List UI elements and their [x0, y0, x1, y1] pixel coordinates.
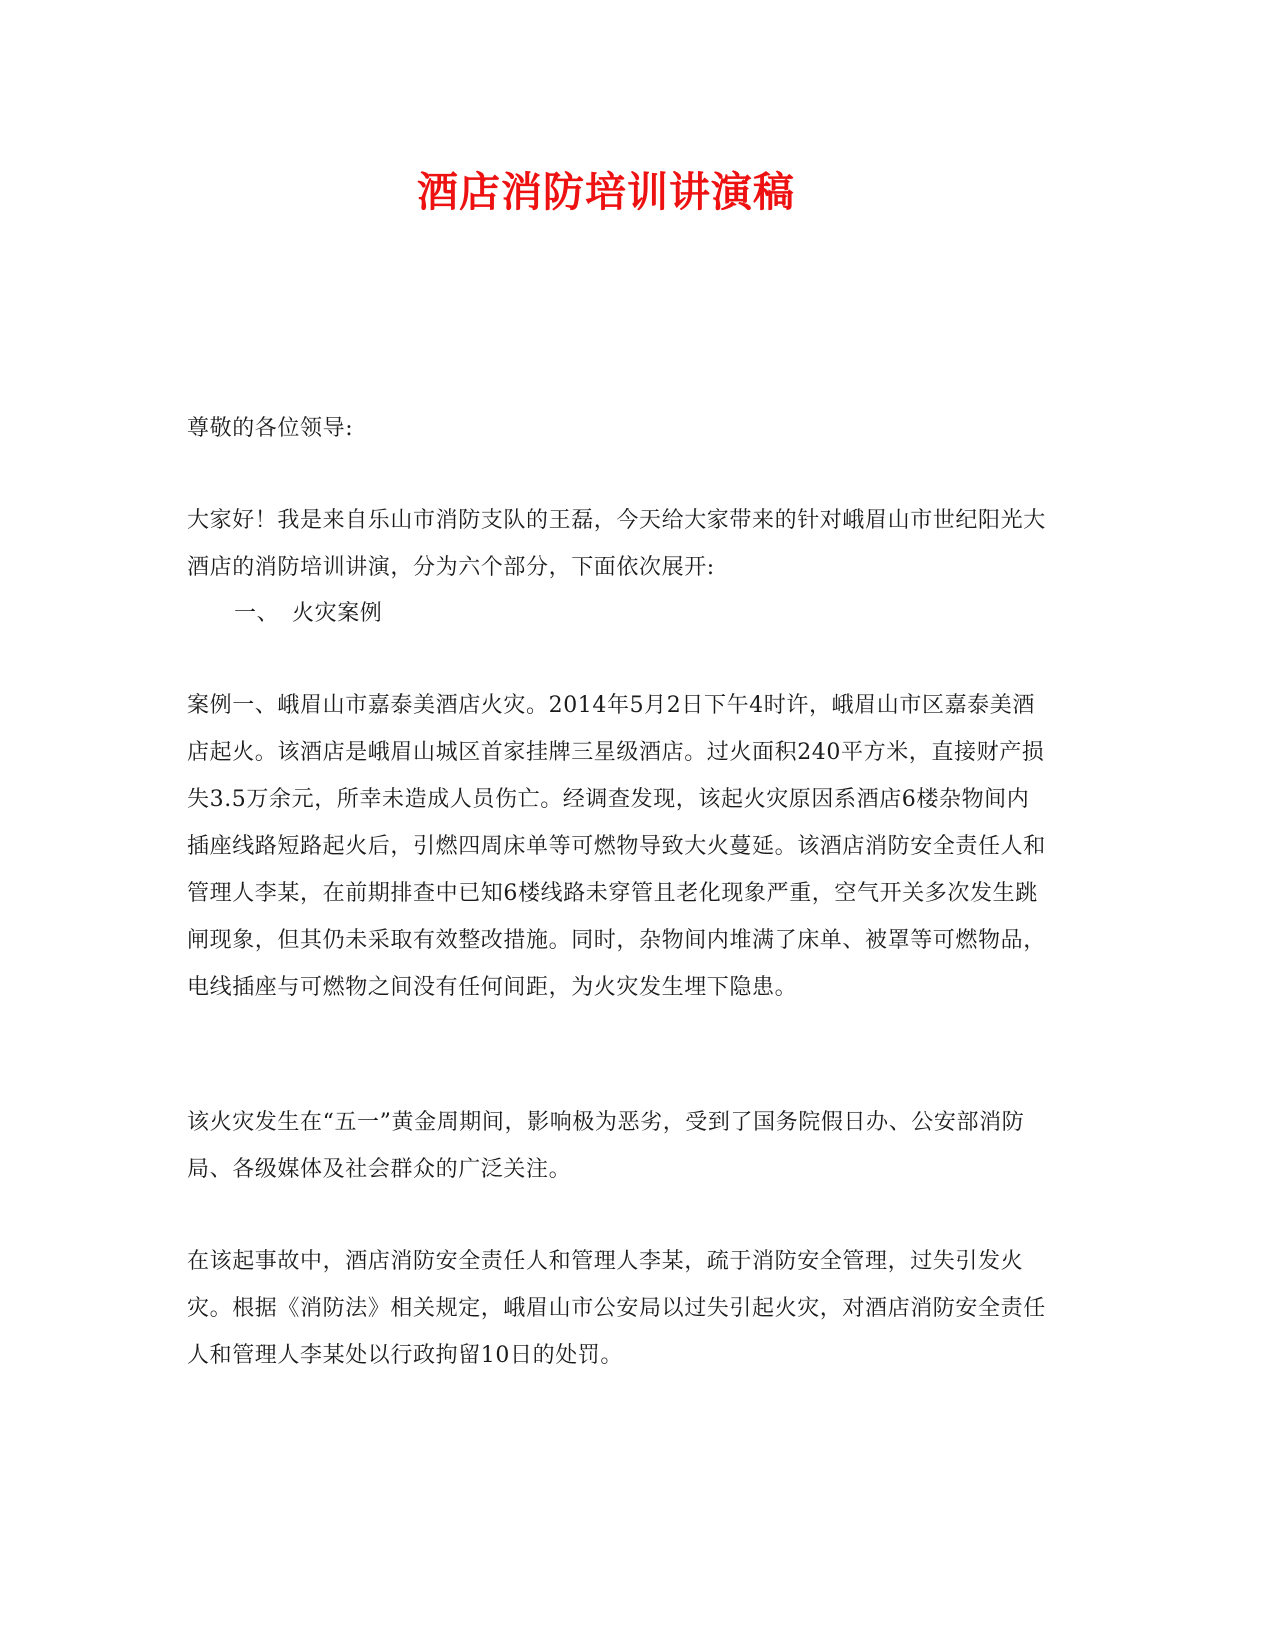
- section-heading: [234, 590, 382, 637]
- case-paragraph: 案例一、峨眉山市嘉泰美酒店火灾。2014年5月2日下午4时许，峨眉山市区嘉泰美酒店起火。该酒店是峨眉山城区首家挂牌三星级酒店。过火面积240平方米，直接财产损失3.5万余元，所幸未造成人员伤亡。经调查发现，该起火灾原因系酒店6楼杂物间内插座线路短路起火后，引燃四周床单等可燃物导致大火蔓延。该酒店消防安全责任人和管理人李某，在前期排查中已知6楼线路未穿管且老化现象严重，空气开关多次发生跳闸现象，但其仍未采取有效整改措施。同时，杂物间内堆满了床单、被罩等可燃物品，电线插座与可燃物之间没有任何间距，为火灾发生埋下隐患。: [187, 693, 1046, 1000]
- impact-paragraph: 该火灾发生在“五一”黄金周期间，影响极为恶劣，受到了国务院假日办、公安部消防局、各级媒体及社会群众的广泛关注。: [187, 1110, 1025, 1182]
- document-title: 酒店消防培训讲演稿: [417, 168, 795, 216]
- section-number: 一、: [234, 601, 280, 626]
- intro-paragraph: 大家好！我是来自乐山市消防支队的王磊，今天给大家带来的针对峨眉山市世纪阳光大酒店的消防培训讲演，分为六个部分，下面依次展开:: [187, 508, 1046, 580]
- salutation: 尊敬的各位领导:: [187, 416, 354, 441]
- section-heading-text: 火灾案例: [292, 601, 383, 626]
- penalty-paragraph: 在该起事故中，酒店消防安全责任人和管理人李某，疏于消防安全管理，过失引发火灾。根据《消防法》相关规定，峨眉山市公安局以过失引起火灾，对酒店消防安全责任人和管理人李某处以行政拘留10日的处罚。: [187, 1249, 1046, 1368]
